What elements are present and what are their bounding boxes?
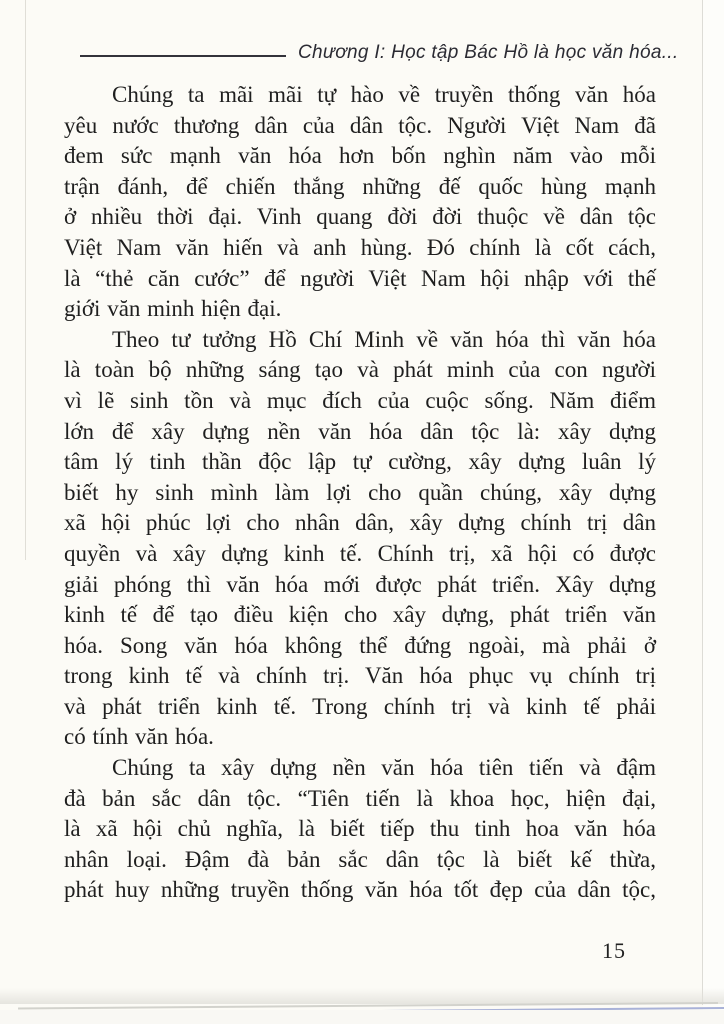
text-line: yêu nước thương dân của dân tộc. Người Việt Nam đã bbox=[64, 112, 656, 138]
text-line: là toàn bộ những sáng tạo và phát minh của con người bbox=[64, 357, 656, 383]
text-line: Chúng ta xây dựng nền văn hóa tiên tiến và đậm bbox=[112, 755, 656, 781]
text-line: Chúng ta mãi mãi tự hào về truyền thống văn hóa bbox=[112, 82, 656, 107]
text-line: phát huy những truyền thống văn hóa tốt đẹp của dân tộc, bbox=[64, 877, 656, 903]
text-line: và phát triển kinh tế. Trong chính trị và kinh tế phải bbox=[64, 693, 656, 719]
running-header bbox=[80, 42, 679, 64]
scan-right-margin bbox=[703, 0, 724, 1024]
page-left-edge bbox=[25, 0, 26, 560]
text-line: giới văn minh hiện đại. bbox=[64, 296, 282, 322]
chapter-title: Chương I: Học tập Bác Hồ là học văn hóa... bbox=[298, 42, 679, 63]
text-line: ở nhiều thời đại. Vinh quang đời đời thuộc về dân tộc bbox=[64, 204, 656, 230]
text-line: Việt Nam văn hiến và anh hùng. Đó chính là cốt cách, bbox=[64, 234, 656, 260]
scan-background bbox=[0, 1010, 724, 1024]
text-line: giải phóng thì văn hóa mới được phát triển. Xây dựng bbox=[64, 571, 656, 597]
text-line: hóa. Song văn hóa không thể đứng ngoài, mà phải ở bbox=[64, 632, 656, 658]
text-line: có tính văn hóa. bbox=[64, 724, 214, 750]
text-line: nhân loại. Đậm đà bản sắc dân tộc là biết kế thừa, bbox=[64, 846, 656, 872]
text-line: là “thẻ căn cước” để người Việt Nam hội nhập với thế bbox=[64, 265, 656, 291]
text-line: Theo tư tưởng Hồ Chí Minh về văn hóa thì văn hóa bbox=[112, 326, 656, 352]
page-right-edge bbox=[702, 0, 703, 1005]
text-line: đà bản sắc dân tộc. “Tiên tiến là khoa học, hiện đại, bbox=[64, 785, 656, 811]
text-line: vì lẽ sinh tồn và mục đích của cuộc sống. Năm điểm bbox=[64, 387, 656, 413]
page-number: 15 bbox=[602, 938, 626, 963]
text-line: đem sức mạnh văn hóa hơn bốn nghìn năm vào mỗi bbox=[64, 143, 656, 169]
page-body bbox=[64, 80, 656, 906]
text-line: trong kinh tế và chính trị. Văn hóa phục vụ chính trị bbox=[64, 663, 656, 689]
paragraph bbox=[64, 80, 656, 325]
paragraph bbox=[64, 753, 656, 906]
paragraph bbox=[64, 325, 656, 753]
text-line: là xã hội chủ nghĩa, là biết tiếp thu tinh hoa văn hóa bbox=[64, 816, 656, 842]
text-line: trận đánh, để chiến thắng những đế quốc hùng mạnh bbox=[64, 173, 656, 199]
text-line: lớn để xây dựng nền văn hóa dân tộc là: xây dựng bbox=[64, 418, 656, 444]
header-rule bbox=[80, 55, 286, 57]
text-line: kinh tế để tạo điều kiện cho xây dựng, phát triển văn bbox=[64, 602, 656, 628]
text-line: quyền và xây dựng kinh tế. Chính trị, xã hội có được bbox=[64, 540, 656, 566]
page-bottom-shadow bbox=[0, 988, 724, 1004]
text-line: xã hội phúc lợi cho nhân dân, xây dựng chính trị dân bbox=[64, 510, 656, 536]
text-line: tâm lý tinh thần độc lập tự cường, xây dựng luân lý bbox=[64, 449, 656, 475]
text-line: biết hy sinh mình làm lợi cho quần chúng, xây dựng bbox=[64, 479, 656, 505]
